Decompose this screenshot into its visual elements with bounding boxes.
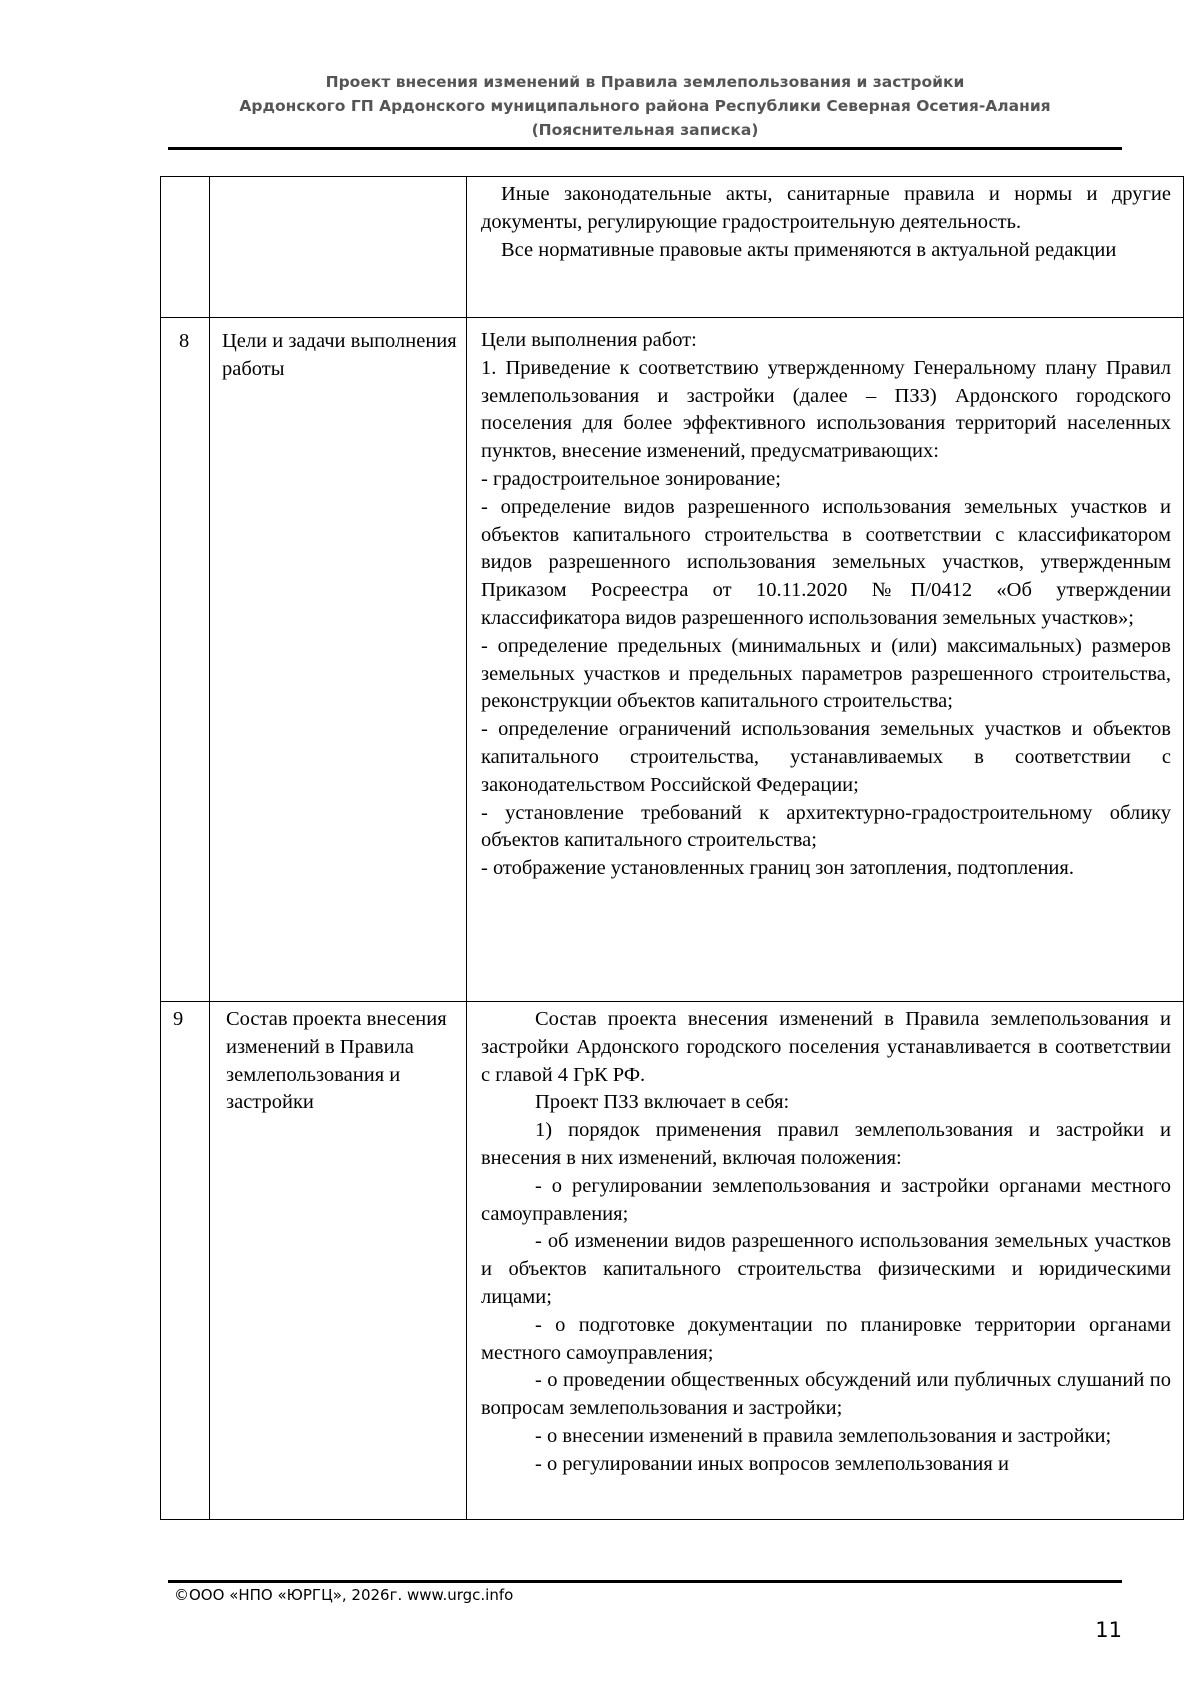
paragraph: - о внесении изменений в правила землепользования и застройки;	[535, 1424, 1112, 1447]
row-title-cell	[210, 177, 467, 318]
paragraph: 1. Приведение к соответствию утвержденному Генеральному плану Правил землепользования и застройки (далее – ПЗЗ) Ардонского городского поселения для более эффективного использования территорий населенных пунктов, внесение изменений, предусматривающих:	[481, 356, 1171, 463]
footer-copyright: ©ООО «НПО «ЮРГЦ», 2026г. www.urgc.info	[174, 1586, 514, 1604]
header-line-3: (Пояснительная записка)	[531, 121, 759, 139]
paragraph: 1) порядок применения правил землепользования и застройки и внесения в них изменений, включая положения:	[481, 1119, 1171, 1169]
paragraph: Цели выполнения работ:	[481, 329, 697, 351]
row-title-cell: Цели и задачи выполнения работы	[210, 318, 467, 1002]
table-row	[161, 177, 1184, 318]
header-line-1: Проект внесения изменений в Правила землепользования и застройки	[325, 73, 965, 91]
paragraph: - градостроительное зонирование;	[481, 467, 781, 490]
row-number-cell: 8	[161, 318, 210, 1002]
row-content-cell	[467, 177, 1184, 318]
paragraph: Состав проекта внесения изменений в Правила землепользования и застройки Ардонского городского поселения устанавливается в соответствии с главой 4 ГрК РФ.	[481, 1008, 1171, 1086]
row-content-cell	[467, 1002, 1184, 1520]
paragraph: - о регулировании иных вопросов землепользования и	[535, 1452, 1009, 1475]
row-number-cell	[161, 177, 210, 318]
paragraph: Проект ПЗЗ включает в себя:	[535, 1091, 790, 1114]
page-number: 11	[1095, 1618, 1122, 1642]
paragraph: - определение ограничений использования земельных участков и объектов капитального строительства, устанавливаемых в соответствии с законодательством Российской Федерации;	[481, 718, 1171, 796]
paragraph: - о подготовке документации по планировке территории органами местного самоуправления;	[481, 1313, 1171, 1364]
footer-rule	[168, 1580, 1122, 1583]
row-content-cell	[467, 318, 1184, 1002]
paragraph: Иные законодательные акты, санитарные правила и нормы и другие документы, регулирующие градостроительную деятельность.	[481, 183, 1171, 233]
paragraph: - определение видов разрешенного использования земельных участков и объектов капитального строительства в соответствии с классификатором видов разрешенного использования земельных участков, утвержденным Приказом Росреестра от 10.11.2020 №П/0412 «Об утверждении классификатора видов разрешенного использования земельных участков»;	[481, 495, 1171, 629]
page-header	[168, 70, 1122, 142]
row-title-cell: Состав проекта внесения изменений в Правила землепользования и застройки	[210, 1002, 467, 1520]
header-rule	[168, 147, 1122, 150]
paragraph: - отображение установленных границ зон затопления, подтопления.	[481, 857, 1074, 880]
paragraph: - определение предельных (минимальных и (или) максимальных) размеров земельных участков и предельных параметров разрешенного строительства, реконструкции объектов капитального строительства;	[481, 634, 1171, 713]
paragraph: Все нормативные правовые акты применяются в актуальной редакции	[501, 238, 1117, 261]
table-row	[161, 1002, 1184, 1520]
header-line-2: Ардонского ГП Ардонского муниципального района Республики Северная Осетия-Алания	[239, 97, 1051, 115]
paragraph: - о регулировании землепользования и застройки органами местного самоуправления;	[481, 1174, 1171, 1225]
paragraph: - установление требований к архитектурно-градостроительному облику объектов капитального строительства;	[481, 801, 1171, 852]
row-number-cell: 9	[161, 1002, 210, 1520]
content-table	[160, 176, 1184, 1520]
paragraph: - о проведении общественных обсуждений или публичных слушаний по вопросам землепользования и застройки;	[481, 1369, 1171, 1420]
table-row	[161, 318, 1184, 1002]
paragraph: - об изменении видов разрешенного использования земельных участков и объектов капитального строительства физическими и юридическими лицами;	[481, 1230, 1171, 1308]
